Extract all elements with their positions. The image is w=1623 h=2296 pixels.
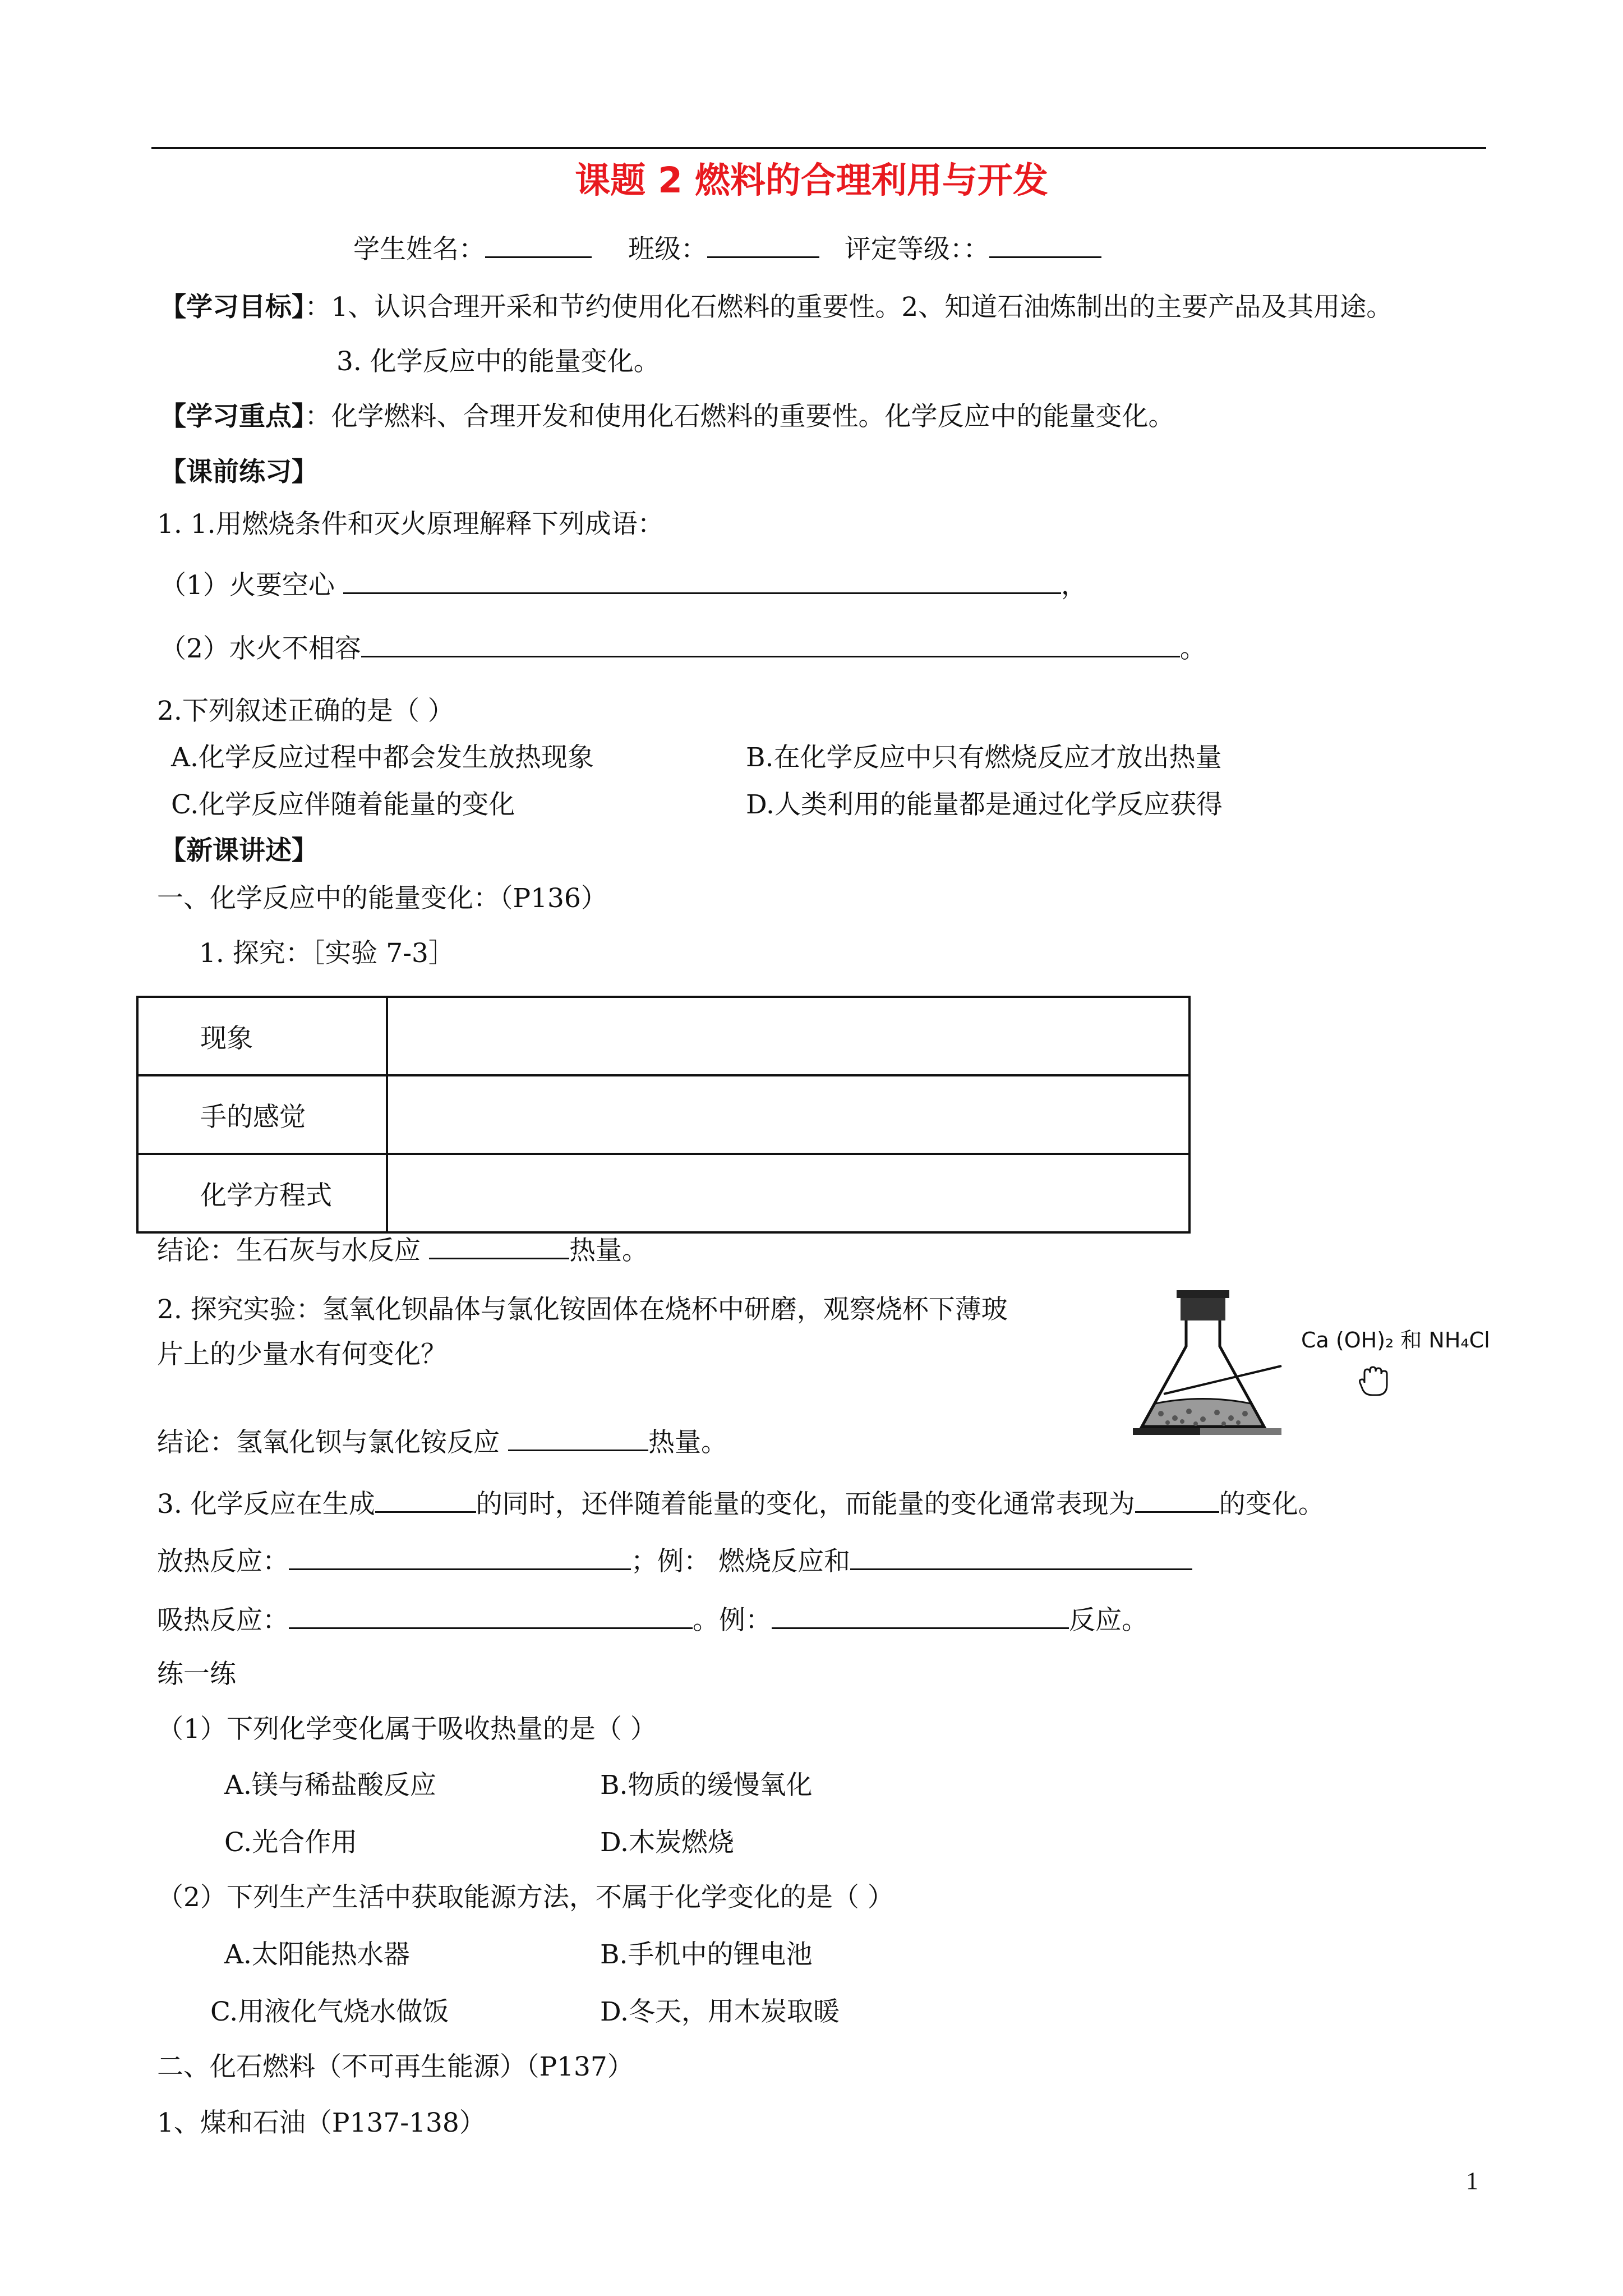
header-rule (151, 147, 1486, 149)
exothermic-label: 放热反应： (157, 1546, 289, 1577)
endothermic-example-field[interactable] (772, 1603, 1069, 1629)
cell-hand-feeling-answer[interactable] (387, 1075, 1189, 1154)
q2-option-d: D.人类利用的能量都是通过化学反应获得 (746, 789, 1223, 820)
item-3-text-b: 的同时，还伴随着能量的变化，而能量的变化通常表现为 (476, 1489, 1135, 1520)
exothermic-field[interactable] (289, 1544, 631, 1570)
row-label-hand-feeling: 手的感觉 (137, 1075, 387, 1154)
q2-option-b: B.在化学反应中只有燃烧反应才放出热量 (746, 742, 1222, 773)
table-row (137, 1075, 1189, 1154)
focus-label: 【学习重点】 (160, 401, 305, 432)
conclusion-1-text: 结论：生石灰与水反应 (157, 1235, 429, 1266)
q2-option-a: A.化学反应过程中都会发生放热现象 (171, 742, 594, 773)
class-field[interactable] (707, 232, 819, 258)
section-2-1-heading: 1、煤和石油（P137-138） (157, 2108, 486, 2138)
hand-icon (1360, 1367, 1387, 1395)
p1-option-d: D.木炭燃烧 (600, 1827, 734, 1858)
focus-text: ：化学燃料、合理开发和使用化石燃料的重要性。化学反应中的能量变化。 (305, 401, 1175, 432)
name-label: 学生姓名： (353, 234, 485, 265)
item-3-text-a: 3. 化学反应在生成 (157, 1489, 375, 1520)
row-label-equation: 化学方程式 (137, 1154, 387, 1232)
conclusion-2 (157, 1425, 727, 1460)
conclusion-1-field[interactable] (429, 1233, 569, 1259)
row-label-phenomenon: 现象 (137, 997, 387, 1075)
explore-2-line-2: 片上的少量水有何变化？ (157, 1339, 447, 1370)
goals-label: 【学习目标】 (160, 292, 305, 323)
cell-equation-answer[interactable] (387, 1154, 1189, 1232)
p2-option-a: A.太阳能热水器 (224, 1939, 410, 1970)
p1-option-c: C.光合作用 (224, 1827, 358, 1858)
exothermic-row (157, 1544, 1192, 1579)
exothermic-example-text: ；例： 燃烧反应和 (631, 1546, 850, 1577)
page-title: 课题 2 燃料的合理利用与开发 (575, 160, 1048, 201)
flask-illustration (1133, 1285, 1503, 1447)
practice-question-1: （1）下列化学变化属于吸收热量的是（ ） (157, 1714, 657, 1745)
question-1b (160, 631, 1206, 666)
p2-option-c: C.用液化气烧水做饭 (210, 1996, 449, 2027)
p1-option-a: A.镁与稀盐酸反应 (224, 1770, 436, 1801)
q2-option-c: C.化学反应伴随着能量的变化 (171, 789, 515, 820)
question-1a (160, 568, 1087, 602)
question-1a-end: ， (1061, 570, 1087, 601)
endothermic-end: 反应。 (1069, 1605, 1148, 1636)
explore-1: 1. 探究：［实验 7-3］ (199, 938, 455, 969)
answer-1a-field[interactable] (343, 568, 1061, 594)
item-3-text-c: 的变化。 (1219, 1489, 1325, 1520)
answer-1b-field[interactable] (361, 631, 1180, 657)
experiment-table (136, 996, 1191, 1234)
student-info-row (353, 232, 1101, 266)
endothermic-row (157, 1603, 1148, 1637)
new-lesson-heading: 【新课讲述】 (160, 835, 318, 866)
question-1: 1. 1.用燃烧条件和灭火原理解释下列成语： (157, 509, 664, 540)
item-3 (157, 1487, 1325, 1521)
question-1b-text: （2）水火不相容 (160, 633, 361, 664)
conclusion-1 (157, 1233, 648, 1268)
explore-2-line-1: 2. 探究实验：氢氧化钡晶体与氯化铵固体在烧杯中研磨，观察烧杯下薄玻 (157, 1294, 1008, 1325)
learning-focus (160, 400, 1175, 434)
item-3-field-1[interactable] (375, 1487, 476, 1513)
conclusion-2-end: 热量。 (648, 1427, 727, 1458)
question-1b-end: 。 (1179, 633, 1206, 664)
class-label: 班级： (628, 234, 707, 265)
exothermic-example-field[interactable] (850, 1544, 1192, 1570)
section-1-heading: 一、化学反应中的能量变化：（P136） (157, 883, 607, 914)
conclusion-1-end: 热量。 (569, 1235, 648, 1266)
learning-goals (160, 291, 1393, 324)
page-number: 1 (1466, 2167, 1478, 2194)
goals-line-2: 3. 化学反应中的能量变化。 (336, 346, 660, 377)
grade-label: 评定等级：： (844, 234, 990, 265)
table-row (137, 1154, 1189, 1232)
p2-option-d: D.冬天，用木炭取暖 (600, 1996, 840, 2027)
item-3-field-2[interactable] (1135, 1487, 1219, 1513)
endothermic-example-text: 。例： (693, 1605, 772, 1636)
practice-question-2: （2）下列生产生活中获取能源方法，不属于化学变化的是（ ） (157, 1882, 894, 1913)
conclusion-2-text: 结论：氢氧化钡与氯化铵反应 (157, 1427, 508, 1458)
flask-experiment-figure (1133, 1285, 1503, 1447)
cell-phenomenon-answer[interactable] (387, 997, 1189, 1075)
figure-label: Ca (OH)₂ 和 NH₄Cl (1301, 1328, 1490, 1352)
question-1a-text: （1）火要空心 (160, 570, 343, 601)
name-field[interactable] (485, 232, 592, 258)
section-2-heading: 二、化石燃料（不可再生能源）（P137） (157, 2051, 634, 2082)
endothermic-field[interactable] (289, 1603, 693, 1629)
conclusion-2-field[interactable] (508, 1425, 648, 1451)
grade-field[interactable] (989, 232, 1101, 258)
pre-practice-heading: 【课前练习】 (160, 457, 318, 487)
goals-text: ：1、认识合理开采和节约使用化石燃料的重要性。2、知道石油炼制出的主要产品及其用途。 (305, 292, 1393, 323)
p1-option-b: B.物质的缓慢氧化 (600, 1770, 813, 1801)
practice-heading: 练一练 (157, 1659, 236, 1690)
question-2: 2.下列叙述正确的是（ ） (157, 696, 454, 726)
p2-option-b: B.手机中的锂电池 (600, 1939, 813, 1970)
endothermic-label: 吸热反应： (157, 1605, 289, 1636)
table-row (137, 997, 1189, 1075)
